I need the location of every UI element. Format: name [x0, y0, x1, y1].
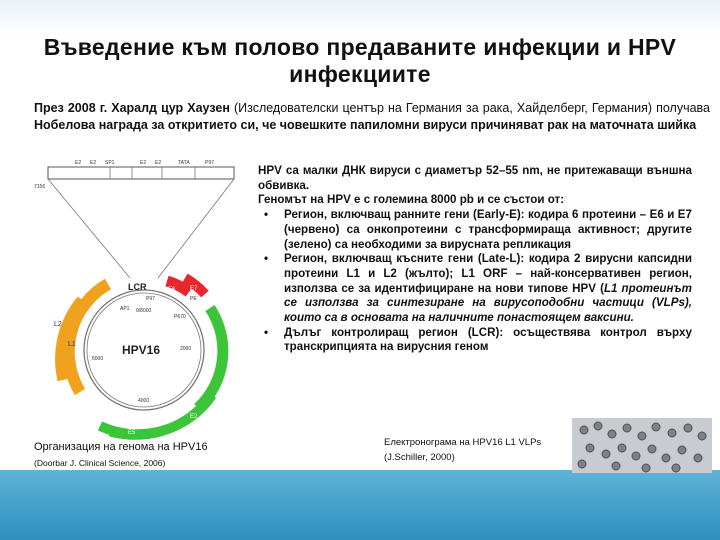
electron-micrograph-image — [572, 418, 712, 473]
map-label: E2 — [140, 160, 147, 166]
map-label: SP1 — [105, 160, 115, 166]
em-caption: Електронограма на HPV16 L1 VLPs — [384, 437, 542, 448]
lcr-region-label: Дълъг контролиращ регион (LCR): — [284, 325, 504, 339]
top-band — [0, 0, 720, 36]
position-label: 0/8000 — [136, 308, 152, 314]
map-label: E2 — [75, 160, 82, 166]
slide-title: Въведение към полово предаваните инфекции и HPV инфекциите — [43, 34, 677, 87]
hpv16-genome-diagram — [34, 160, 250, 436]
promoter-label: PE — [190, 296, 197, 302]
intro-award: Нобелова награда за откритието си, че човешките папиломни вируси причиняват рак на маточната шийка — [34, 118, 697, 132]
intro-paragraph — [34, 100, 710, 134]
promoter-label: P97 — [146, 296, 155, 302]
position-label: 6000 — [92, 356, 104, 362]
position-label: 4000 — [138, 398, 150, 404]
gene-label: E7 — [190, 286, 198, 292]
funnel-line — [158, 179, 234, 278]
list-item — [264, 325, 692, 355]
late-region-text: кодира 2 вирусни капсидни протеини L1 и L2 (жълто); L1 ORF – най-консервативен регион, използва се за идентифициране на нови типове HPV ( — [284, 252, 692, 295]
gene-label: L2 — [54, 321, 62, 328]
gene-label: E4 — [140, 418, 148, 424]
gene-label: E6 — [168, 287, 176, 293]
funnel-line — [48, 179, 130, 278]
genome-caption: Организация на генома на HPV16 — [34, 441, 208, 453]
hpv-description — [258, 164, 692, 355]
gene-label: E5 — [128, 430, 136, 436]
lcr-label: LCR — [128, 282, 147, 292]
gene-label: L1 — [68, 341, 76, 348]
genome-caption-source: (Doorbar J. Clinical Science, 2006) — [34, 458, 166, 468]
map-label: E2 — [155, 160, 162, 166]
intro-affiliation: (Изследователски център на Германия за рака, Хайделберг, Германия) получава — [229, 101, 710, 115]
list-item — [264, 252, 692, 326]
map-label: E2 — [90, 160, 97, 166]
lcr-region-text: осъществява контрол върху транскрипцията на вирусния геном — [284, 325, 692, 354]
bullet: • — [264, 325, 269, 339]
map-start-label: 7156 — [34, 184, 46, 190]
lcr-linear-map — [48, 167, 234, 179]
genome-center-label: HPV16 — [122, 343, 161, 357]
bullet: • — [264, 208, 269, 222]
gene-label: E2 — [190, 414, 198, 420]
bottom-band — [0, 470, 720, 540]
genome-regions-list — [258, 208, 692, 355]
em-caption-source: (J.Schiller, 2000) — [384, 452, 455, 463]
desc-para-1: HPV са малки ДНК вируси с диаметър 52–55 nm, не притежаващи външна обвивка. — [258, 164, 692, 192]
gene-label: E1 — [207, 355, 216, 362]
late-region-italic: L1 протеинът се използва за синтезиране на вирусоподобни частици (VLPs), които са в основата на наличните понастоящем ваксини. — [284, 281, 692, 325]
intro-author: През 2008 г. Харалд цур Хаузен — [34, 101, 230, 115]
promoter-label: P670 — [174, 314, 186, 320]
list-item — [264, 208, 692, 252]
early-region-label: Регион, включващ ранните гени (Early-E): — [284, 208, 525, 222]
bullet: • — [264, 252, 269, 266]
desc-para-2: Геномът на HPV е с големина 8000 pb и се състои от: — [258, 193, 565, 207]
map-label: TATA — [178, 160, 190, 166]
position-label: 2000 — [180, 346, 192, 352]
early-region-text: кодира 6 протеини – Е6 и Е7 (червено) са онкопротеини с трансформираща активност; другите (зелено) са необходими за вирусната репликация — [284, 208, 692, 251]
site-label: AP1 — [120, 306, 130, 312]
map-label: P97 — [205, 160, 214, 166]
late-region-label: Регион, включващ късните гени (Late-L): — [284, 252, 525, 266]
